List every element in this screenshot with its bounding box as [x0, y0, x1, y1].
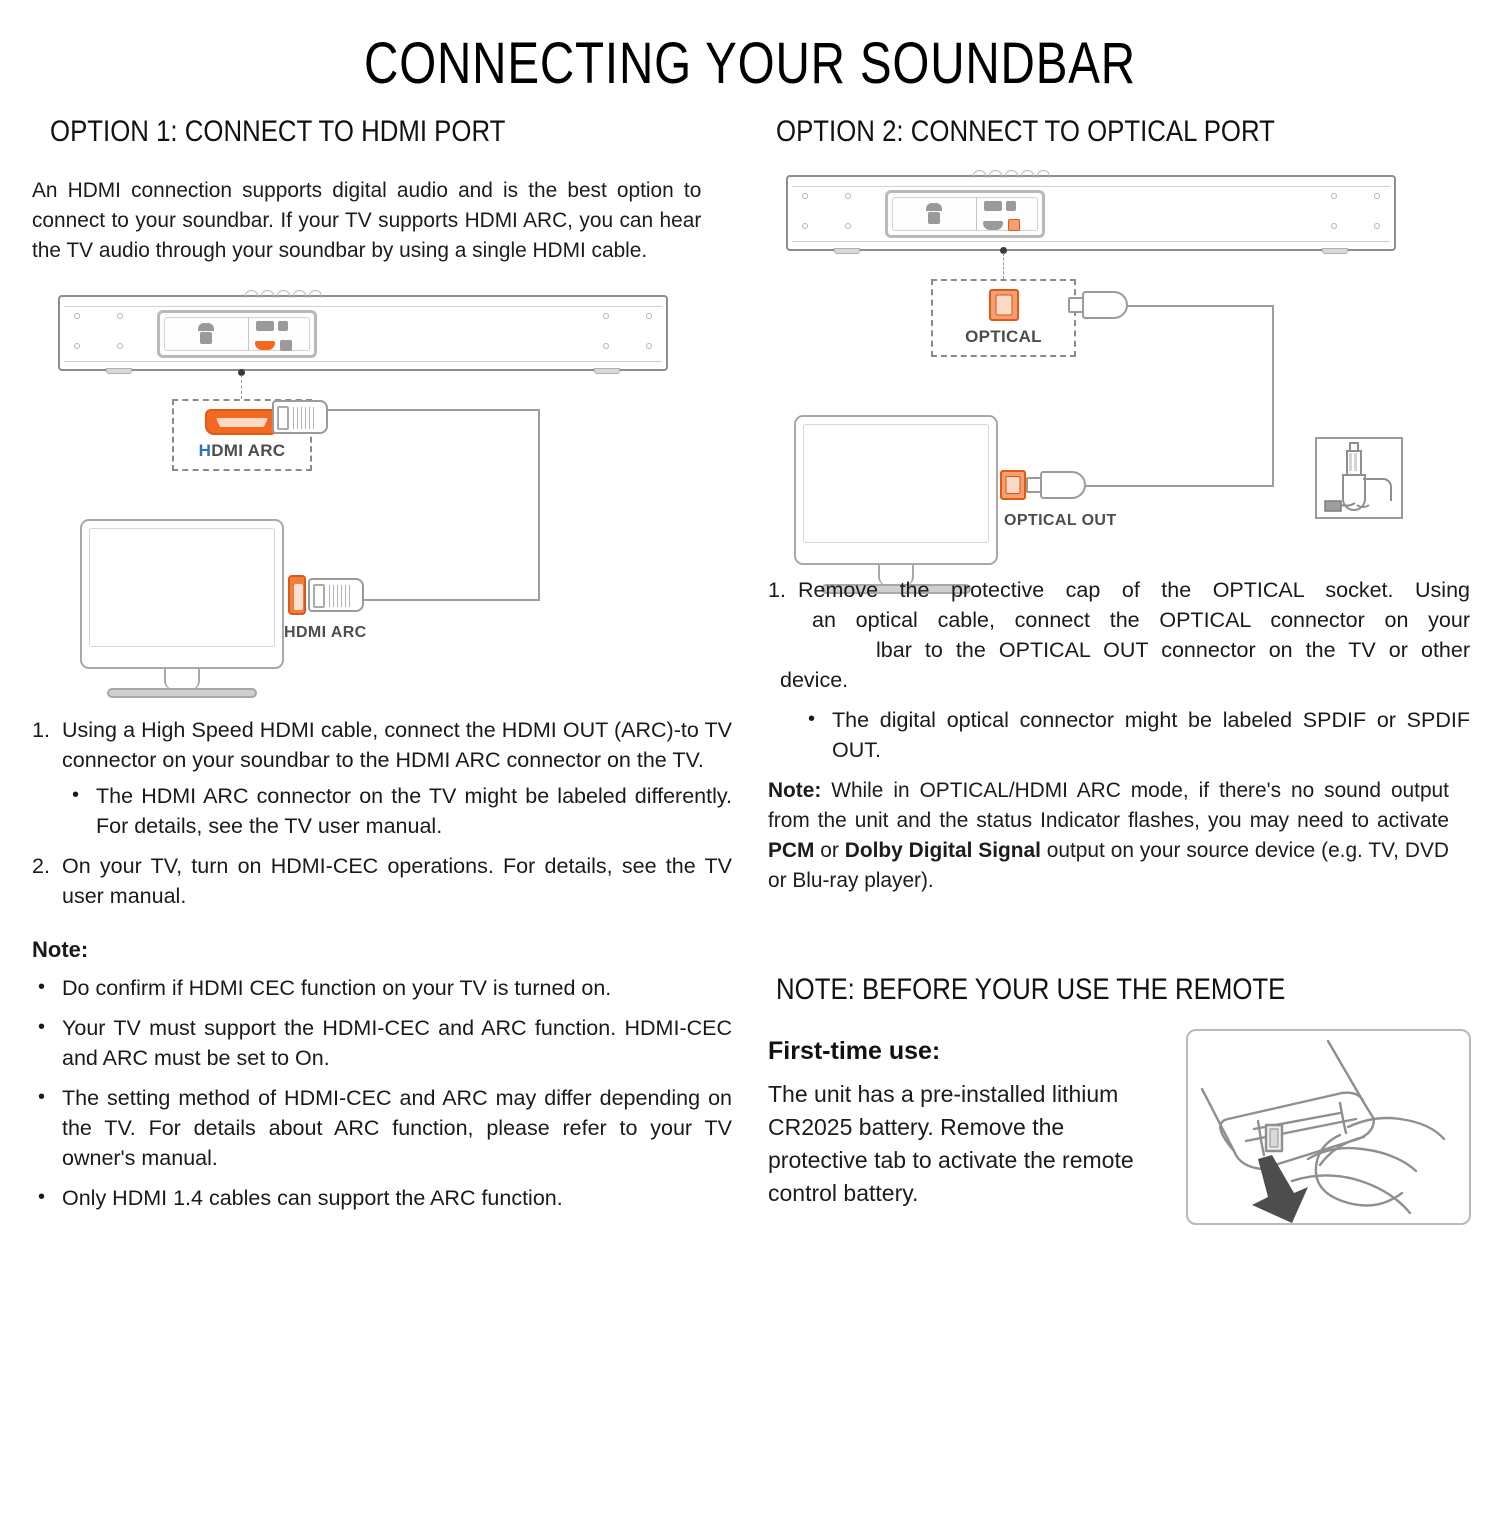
tv-optical-out-port: [1000, 470, 1026, 500]
soundbar-vents: [973, 170, 1053, 178]
protective-cap-inset: [1315, 437, 1403, 519]
cable-segment-top: [1126, 305, 1274, 307]
tv-hdmi-arc-port: [288, 575, 306, 615]
tv-illustration: [794, 415, 998, 565]
option-2-sub-bullets: [802, 705, 1470, 765]
bullet-item: • Do confirm if HDMI CEC function on your TV is turned on.: [32, 973, 732, 1003]
recess-divider: [248, 317, 249, 351]
tv-illustration: [80, 519, 284, 669]
hdmi-cable-plug-soundbar: [272, 400, 328, 434]
first-time-use-text-block: [768, 1037, 1163, 1210]
soundbar-foot: [1322, 248, 1348, 254]
soundbar-bottom-seam: [792, 241, 1390, 242]
remote-section-heading: NOTE: BEFORE YOUR USE THE REMOTE: [776, 973, 1286, 1006]
soundbar-foot: [594, 368, 620, 374]
tv-screen: [89, 528, 275, 647]
optical-callout-label: OPTICAL: [965, 327, 1042, 346]
step-line-3: lbar to the OPTICAL OUT connector on the TV or other: [876, 638, 1470, 662]
soundbar-connector-recess: [157, 310, 317, 358]
hdmi-cable-plug-tv: [308, 578, 364, 612]
hdmi-in-port: [984, 201, 1002, 211]
callout-leader-line: [241, 375, 242, 399]
hdmi-in-port: [256, 321, 274, 331]
optical-port: [280, 340, 292, 351]
soundbar-vents: [245, 290, 325, 298]
first-time-use-body: The unit has a pre-installed lithium CR2025 battery. Remove the protective tab to activate the remote control battery.: [768, 1081, 1134, 1206]
plug-ribs: [329, 585, 351, 607]
tv-screen: [803, 424, 989, 543]
note-label: Note:: [32, 937, 89, 962]
option-1-heading: OPTION 1: CONNECT TO HDMI PORT: [50, 115, 506, 148]
step-item: [32, 851, 732, 911]
step-line-1: Remove the protective cap of the OPTICAL socket. Using: [798, 578, 1470, 602]
option-1-intro-text: An HDMI connection supports digital audio and is the best option to connect to your soundbar. If your TV supports HDMI ARC, you can hear the TV audio through your soundbar by using a single HDMI cable.: [32, 178, 702, 262]
tv-stand-base: [107, 688, 257, 698]
soundbar-screw: [845, 193, 851, 199]
power-socket-icon: [926, 203, 942, 211]
optical-cable-plug-tv: [1026, 471, 1086, 499]
step-number: 1.: [768, 578, 786, 602]
remote-tab-pull-icon: [1188, 1031, 1471, 1225]
bullet-item: • Only HDMI 1.4 cables can support the ARC function.: [32, 1183, 732, 1213]
note-label: Note:: [768, 778, 822, 802]
soundbar-top-seam: [792, 186, 1390, 187]
soundbar-screw: [1331, 223, 1337, 229]
optical-port-icon: [989, 289, 1019, 321]
cable-segment-top: [328, 409, 540, 411]
step-text: On your TV, turn on HDMI-CEC operations. For details, see the TV user manual.: [62, 854, 732, 908]
soundbar-screw: [603, 343, 609, 349]
two-column-layout: [0, 97, 1500, 1247]
soundbar-screw: [646, 343, 652, 349]
step-1-sub-bullets: [66, 781, 732, 841]
soundbar-screw: [117, 343, 123, 349]
power-socket-body: [928, 212, 940, 224]
step-text: Using a High Speed HDMI cable, connect the HDMI OUT (ARC)-to TV connector on your soundbar to the HDMI ARC connector on the TV.: [62, 718, 732, 772]
hdmi-arc-port: [983, 221, 1003, 230]
soundbar-screw: [117, 313, 123, 319]
plug-ribs: [293, 407, 315, 429]
soundbar-illustration: [786, 175, 1396, 251]
bullet-item: • The HDMI ARC connector on the TV might be labeled differently. For details, see the TV user manual.: [66, 781, 732, 841]
step-number: 2.: [32, 854, 50, 878]
hdmi-arc-port-highlight: [255, 341, 275, 350]
soundbar-bottom-seam: [64, 361, 662, 362]
soundbar-screw: [603, 313, 609, 319]
step-sub-list-wrap: [32, 781, 732, 841]
callout-label-prefix: H: [198, 441, 212, 460]
optical-cap-removal-icon: [1317, 439, 1405, 521]
bullet-item: • Your TV must support the HDMI-CEC and ARC function. HDMI-CEC and ARC must be set to On.: [32, 1013, 732, 1073]
hdmi-arc-callout-label: [199, 441, 286, 461]
plug-tip: [277, 406, 289, 430]
option-1-diagram: [32, 287, 732, 707]
remote-section-body: [768, 1037, 1470, 1247]
soundbar-foot: [834, 248, 860, 254]
plug-tip: [313, 584, 325, 608]
soundbar-illustration: [58, 295, 668, 371]
optical-callout: [931, 279, 1076, 357]
page-title: CONNECTING YOUR SOUNDBAR: [364, 31, 1136, 96]
option-1-steps: [32, 715, 732, 911]
soundbar-screw: [1331, 193, 1337, 199]
soundbar-screw: [646, 313, 652, 319]
soundbar-screw: [1374, 223, 1380, 229]
soundbar-screw: [845, 223, 851, 229]
note-text-c: output on your source device (e.g. TV, DVD or Blu-ray player).: [768, 838, 1449, 892]
cable-segment-right: [1272, 305, 1274, 487]
step-line-4: device.: [780, 668, 849, 692]
option-2-heading: OPTION 2: CONNECT TO OPTICAL PORT: [776, 115, 1275, 148]
soundbar-screw: [802, 193, 808, 199]
step-line-2: an optical cable, connect the OPTICAL connector on your: [812, 608, 1470, 632]
note-text-b: or: [814, 838, 845, 862]
tv-hdmi-arc-caption: HDMI ARC: [284, 624, 367, 641]
optical-cable-plug-soundbar: [1068, 291, 1128, 319]
remote-battery-tab-figure: [1186, 1029, 1471, 1225]
aux-port: [278, 321, 288, 331]
option-2-note: [768, 775, 1449, 895]
option-2-steps: [768, 575, 1470, 765]
soundbar-screw: [1374, 193, 1380, 199]
plug-body: [1040, 471, 1086, 499]
note-bold-pcm: PCM: [768, 838, 815, 862]
plug-body: [1082, 291, 1128, 319]
option-1-column: [0, 97, 750, 1247]
soundbar-connector-recess: [885, 190, 1045, 238]
aux-port: [1006, 201, 1016, 211]
option-2-column: [750, 97, 1500, 1247]
soundbar-screw: [74, 313, 80, 319]
soundbar-screw: [802, 223, 808, 229]
callout-leader-line: [1003, 253, 1004, 279]
step-item: [768, 575, 1470, 695]
hdmi-port-icon: [205, 409, 279, 435]
recess-divider: [976, 197, 977, 231]
soundbar-top-seam: [64, 306, 662, 307]
soundbar-foot: [106, 368, 132, 374]
first-time-use-title: First-time use:: [768, 1037, 941, 1065]
bullet-item: • The digital optical connector might be labeled SPDIF or SPDIF OUT.: [802, 705, 1470, 765]
option-2-diagram: [768, 167, 1470, 577]
option-1-note-bullets: [32, 973, 732, 1213]
cable-segment-right: [538, 409, 540, 601]
tv-optical-out-caption: OPTICAL OUT: [1004, 512, 1117, 529]
note-bold-dolby: Dolby Digital Signal: [844, 838, 1041, 862]
soundbar-screw: [74, 343, 80, 349]
optical-port-highlight: [1008, 219, 1020, 231]
step-number: 1.: [32, 718, 50, 742]
power-socket-body: [200, 332, 212, 344]
note-text-a: While in OPTICAL/HDMI ARC mode, if there's no sound output from the unit and the status Indicator flashes, you may need to activate: [768, 778, 1449, 832]
bullet-item: • The setting method of HDMI-CEC and ARC may differ depending on the TV. For details about ARC function, please refer to your TV owner's manual.: [32, 1083, 732, 1173]
step-item: [32, 715, 732, 775]
cable-segment-bottom: [1068, 485, 1274, 487]
power-socket-icon: [198, 323, 214, 331]
callout-label-rest: DMI ARC: [211, 441, 286, 460]
option-1-note-block: [32, 937, 732, 1213]
remote-section: [768, 973, 1470, 1247]
